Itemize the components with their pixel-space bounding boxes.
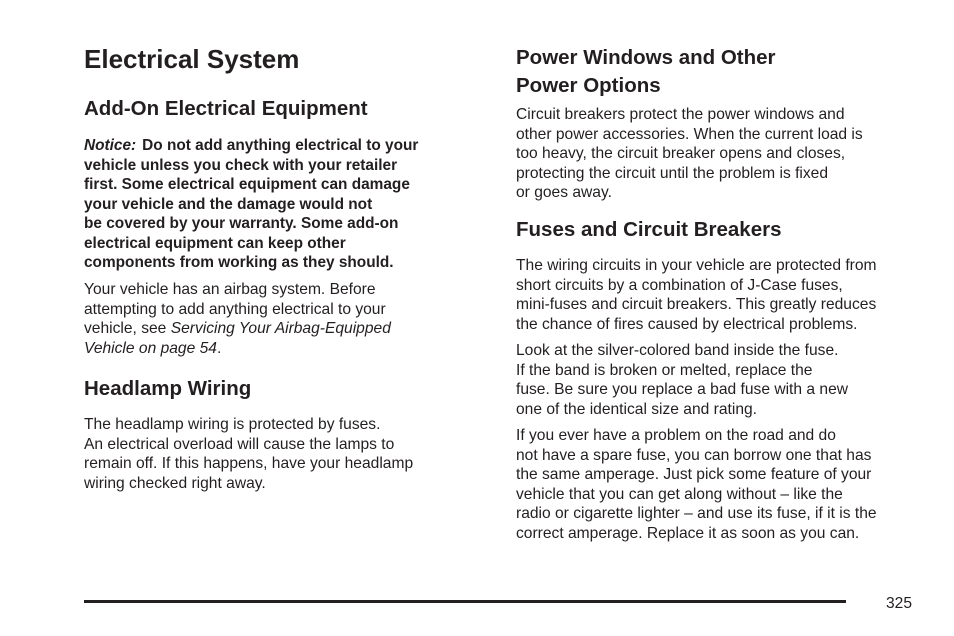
- text-line: the same amperage. Just pick some feature of your: [516, 466, 872, 483]
- text-line: or goes away.: [516, 184, 612, 201]
- notice-line: be covered by your warranty. Some add-on: [84, 215, 399, 232]
- text-line: the chance of fires caused by electrical problems.: [516, 315, 858, 333]
- page-title: Electrical System: [84, 44, 300, 74]
- fuses-paragraph-2: [516, 341, 848, 419]
- text-line: [84, 319, 391, 339]
- cross-reference-link-page[interactable]: Vehicle on page 54: [84, 339, 217, 357]
- footer-rule: [84, 600, 846, 603]
- text-line: If you ever have a problem on the road and do: [516, 427, 836, 444]
- heading-line: Power Options: [516, 74, 661, 97]
- text-line: mini-fuses and circuit breakers. This greatly reduces: [516, 296, 877, 313]
- text-line: vehicle that you can get along without – like the: [516, 485, 843, 503]
- notice-line: vehicle unless you check with your retailer: [84, 156, 398, 174]
- notice-line: your vehicle and the damage would not: [84, 195, 373, 213]
- addon-equipment-heading: Add-On Electrical Equipment: [84, 97, 368, 120]
- power-windows-paragraph: [516, 105, 863, 203]
- text-line: The wiring circuits in your vehicle are protected from: [516, 257, 877, 274]
- notice-line: [84, 136, 418, 156]
- text-line: An electrical overload will cause the lamps to: [84, 435, 395, 453]
- text-line: one of the identical size and rating.: [516, 400, 757, 418]
- notice-line: components from working as they should.: [84, 254, 394, 271]
- fuses-heading: Fuses and Circuit Breakers: [516, 218, 782, 241]
- notice-line: first. Some electrical equipment can damage: [84, 176, 410, 193]
- headlamp-paragraph: [84, 415, 413, 493]
- text-line: [84, 339, 391, 359]
- text-line: too heavy, the circuit breaker opens and closes,: [516, 145, 846, 162]
- text-line: Your vehicle has an airbag system. Before: [84, 281, 376, 298]
- headlamp-wiring-heading: Headlamp Wiring: [84, 377, 252, 400]
- notice-line: electrical equipment can keep other: [84, 234, 346, 252]
- see-text: vehicle, see: [84, 320, 171, 337]
- cross-reference-link[interactable]: Servicing Your Airbag-Equipped: [170, 320, 391, 337]
- text-line: attempting to add anything electrical to your: [84, 300, 386, 318]
- notice-label: Notice:: [84, 137, 137, 154]
- text-line: If the band is broken or melted, replace the: [516, 361, 813, 379]
- text-line: Circuit breakers protect the power windows and: [516, 106, 845, 123]
- text-line: fuse. Be sure you replace a bad fuse with a new: [516, 381, 848, 398]
- text-line: not have a spare fuse, you can borrow one that has: [516, 446, 872, 464]
- airbag-paragraph: [84, 280, 391, 358]
- heading-line: Power Windows and Other: [516, 46, 776, 69]
- period: .: [216, 339, 222, 357]
- text-line: short circuits by a combination of J-Case fuses,: [516, 276, 843, 294]
- text-line: protecting the circuit until the problem is fixed: [516, 164, 829, 182]
- text-line: wiring checked right away.: [84, 474, 266, 492]
- fuses-paragraph-3: [516, 426, 877, 543]
- text-line: remain off. If this happens, have your headlamp: [84, 455, 414, 472]
- power-windows-heading: [516, 44, 776, 100]
- text-line: radio or cigarette lighter – and use its fuse, if it is the: [516, 505, 877, 522]
- text-line: The headlamp wiring is protected by fuses.: [84, 416, 381, 433]
- page-number: 325: [886, 595, 913, 612]
- notice-block: [84, 136, 418, 273]
- text-line: correct amperage. Replace it as soon as you can.: [516, 524, 860, 542]
- notice-text: Do not add anything electrical to your: [142, 137, 419, 154]
- text-line: other power accessories. When the current load is: [516, 125, 863, 143]
- fuses-paragraph-1: [516, 256, 877, 334]
- text-line: Look at the silver-colored band inside the fuse.: [516, 342, 839, 359]
